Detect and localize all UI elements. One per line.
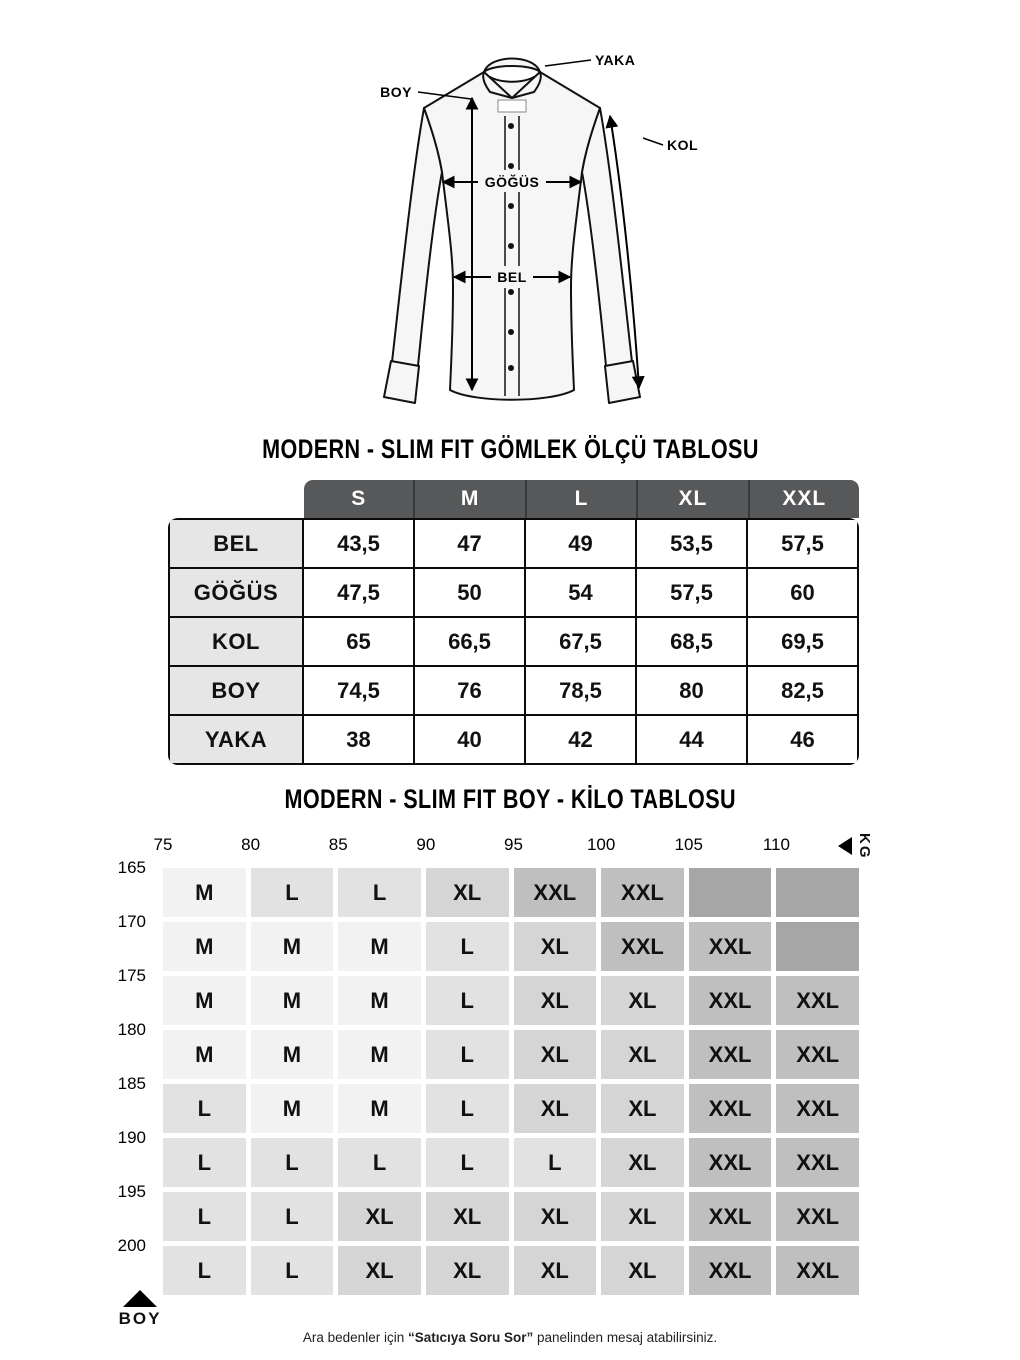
hw-empty-cell (689, 868, 772, 917)
hw-size-cell: L (426, 1138, 509, 1187)
size-column-header: XL (636, 480, 747, 518)
hw-size-cell: M (251, 1084, 334, 1133)
kg-tick: 90 (416, 835, 436, 854)
size-value-cell: 57,5 (637, 569, 746, 616)
size-value-cell: 76 (415, 667, 524, 714)
hw-size-cell: XL (514, 1030, 597, 1079)
hw-size-cell: L (338, 868, 421, 917)
size-value-cell: 38 (304, 716, 413, 763)
size-value-cell: 42 (526, 716, 635, 763)
size-table-header (304, 480, 859, 518)
hw-size-cell: XXL (689, 922, 772, 971)
hw-size-cell: XL (601, 1246, 684, 1295)
gogus-label: GÖĞÜS (484, 174, 540, 190)
hw-size-cell: XXL (689, 976, 772, 1025)
hw-size-cell: M (338, 1084, 421, 1133)
kg-tick: 80 (241, 835, 261, 854)
hw-empty-cell (776, 922, 859, 971)
hw-size-cell: XL (601, 1192, 684, 1241)
hw-size-cell: XXL (776, 1246, 859, 1295)
hw-size-cell: L (426, 922, 509, 971)
hw-size-cell: XXL (689, 1138, 772, 1187)
hw-size-cell: L (426, 1030, 509, 1079)
kg-tick: 95 (504, 835, 523, 854)
kg-axis-label: KG (856, 833, 873, 860)
hw-grid (163, 868, 859, 1295)
hw-size-cell: L (163, 1138, 246, 1187)
kg-arrow-icon (838, 837, 852, 855)
hw-size-cell: XXL (776, 1030, 859, 1079)
hw-size-cell: M (163, 922, 246, 971)
kg-axis-unit (838, 833, 873, 860)
boy-label: BOY (380, 84, 412, 100)
yaka-leader-line (545, 60, 591, 66)
yaka-label: YAKA (595, 52, 636, 68)
hw-size-cell: XL (514, 922, 597, 971)
hw-size-cell: L (251, 868, 334, 917)
footer-note-bold: “Satıcıya Soru Sor” (407, 1330, 534, 1345)
size-column-header: M (413, 480, 524, 518)
hw-size-cell: XL (601, 976, 684, 1025)
hw-size-cell: XXL (776, 1084, 859, 1133)
height-tick: 180 (117, 1020, 146, 1039)
size-table-title (0, 434, 1020, 465)
hw-size-cell: L (426, 1084, 509, 1133)
height-axis-ticks (104, 858, 152, 1300)
hw-size-cell: L (251, 1246, 334, 1295)
size-value-cell: 46 (748, 716, 857, 763)
hw-size-cell: L (426, 976, 509, 1025)
height-tick: 165 (117, 858, 146, 877)
size-table-grid (168, 518, 859, 765)
collar-band (484, 59, 540, 73)
footer-note-suffix: panelinden mesaj atabilirsiniz. (533, 1330, 718, 1345)
kg-tick: 110 (762, 835, 790, 854)
hw-table-title-text: MODERN - SLIM FIT BOY - KİLO TABLOSU (284, 784, 736, 814)
hw-size-cell: XL (601, 1084, 684, 1133)
hw-size-cell: XL (601, 1138, 684, 1187)
size-value-cell: 47,5 (304, 569, 413, 616)
kg-tick: 85 (328, 835, 348, 854)
size-value-cell: 47 (415, 520, 524, 567)
hw-size-cell: XXL (601, 922, 684, 971)
size-row-label: KOL (170, 618, 302, 665)
hw-size-cell: M (338, 1030, 421, 1079)
size-value-cell: 69,5 (748, 618, 857, 665)
hw-size-cell: XXL (689, 1084, 772, 1133)
hw-size-cell: XL (338, 1246, 421, 1295)
hw-size-cell: M (251, 922, 334, 971)
kg-tick: 75 (153, 835, 173, 854)
kol-label: KOL (667, 137, 699, 153)
boy-axis-unit (104, 1290, 176, 1329)
hw-size-cell: XXL (601, 868, 684, 917)
size-value-cell: 44 (637, 716, 746, 763)
hw-size-cell: XL (601, 1030, 684, 1079)
height-tick: 185 (117, 1074, 146, 1093)
hw-size-cell: M (163, 976, 246, 1025)
collar-brand-label (498, 100, 526, 112)
kol-leader-line (643, 138, 663, 145)
hw-size-cell: XXL (776, 976, 859, 1025)
hw-size-cell: XL (514, 1084, 597, 1133)
size-row-label: BEL (170, 520, 302, 567)
footer-note-prefix: Ara bedenler için (302, 1330, 408, 1345)
hw-size-cell: M (251, 976, 334, 1025)
size-column-header: XXL (748, 480, 859, 518)
right-cuff (605, 361, 640, 403)
size-column-header: S (351, 487, 367, 510)
size-table-title-text: MODERN - SLIM FIT GÖMLEK ÖLÇÜ TABLOSU (261, 434, 759, 464)
size-value-cell: 40 (415, 716, 524, 763)
hw-size-cell: L (163, 1084, 246, 1133)
kg-axis-ticks (153, 834, 859, 856)
shirt-diagram (312, 30, 712, 440)
size-value-cell: 68,5 (637, 618, 746, 665)
hw-size-cell: M (338, 922, 421, 971)
size-value-cell: 60 (748, 569, 857, 616)
kg-tick: 100 (586, 835, 616, 854)
hw-size-cell: L (251, 1192, 334, 1241)
hw-size-cell: XL (426, 1246, 509, 1295)
size-value-cell: 80 (637, 667, 746, 714)
size-row-label: YAKA (170, 716, 302, 763)
hw-size-cell: XL (514, 1192, 597, 1241)
left-sleeve (392, 108, 442, 366)
height-tick: 170 (117, 912, 146, 931)
height-tick: 190 (117, 1128, 146, 1147)
size-row-label: BOY (170, 667, 302, 714)
hw-size-cell: XL (514, 1246, 597, 1295)
hw-size-cell: M (338, 976, 421, 1025)
height-tick: 195 (117, 1182, 146, 1201)
hw-size-cell: XL (426, 1192, 509, 1241)
hw-size-cell: M (163, 1030, 246, 1079)
hw-size-cell: XXL (776, 1138, 859, 1187)
size-value-cell: 53,5 (637, 520, 746, 567)
boy-arrow-icon (123, 1290, 157, 1307)
size-value-cell: 65 (304, 618, 413, 665)
hw-empty-cell (776, 868, 859, 917)
hw-size-cell: XXL (514, 868, 597, 917)
size-value-cell: 54 (526, 569, 635, 616)
size-row-label: GÖĞÜS (170, 569, 302, 616)
size-value-cell: 67,5 (526, 618, 635, 665)
hw-size-cell: L (163, 1246, 246, 1295)
size-value-cell: 78,5 (526, 667, 635, 714)
hw-size-cell: XXL (689, 1030, 772, 1079)
kg-tick: 105 (674, 835, 703, 854)
hw-size-cell: L (338, 1138, 421, 1187)
height-tick: 200 (117, 1236, 146, 1255)
hw-size-cell: XXL (776, 1192, 859, 1241)
size-value-cell: 74,5 (304, 667, 413, 714)
hw-size-cell: XL (426, 868, 509, 917)
boy-axis-label: BOY (118, 1309, 162, 1328)
shirt-body (424, 72, 600, 400)
right-sleeve (582, 108, 632, 366)
size-column-header: L (525, 480, 636, 518)
hw-size-cell: XXL (689, 1246, 772, 1295)
hw-size-cell: M (163, 868, 246, 917)
size-value-cell: 50 (415, 569, 524, 616)
hw-table-title (0, 784, 1020, 815)
hw-size-cell: M (251, 1030, 334, 1079)
hw-size-cell: XL (338, 1192, 421, 1241)
hw-size-cell: L (514, 1138, 597, 1187)
bel-label: BEL (497, 269, 527, 285)
height-tick: 175 (117, 966, 146, 985)
footer-note (0, 1330, 1020, 1345)
size-value-cell: 43,5 (304, 520, 413, 567)
size-value-cell: 57,5 (748, 520, 857, 567)
size-value-cell: 49 (526, 520, 635, 567)
hw-size-cell: L (251, 1138, 334, 1187)
hw-size-cell: XL (514, 976, 597, 1025)
hw-size-cell: XXL (689, 1192, 772, 1241)
size-value-cell: 82,5 (748, 667, 857, 714)
left-cuff (384, 361, 419, 403)
size-value-cell: 66,5 (415, 618, 524, 665)
hw-size-cell: L (163, 1192, 246, 1241)
